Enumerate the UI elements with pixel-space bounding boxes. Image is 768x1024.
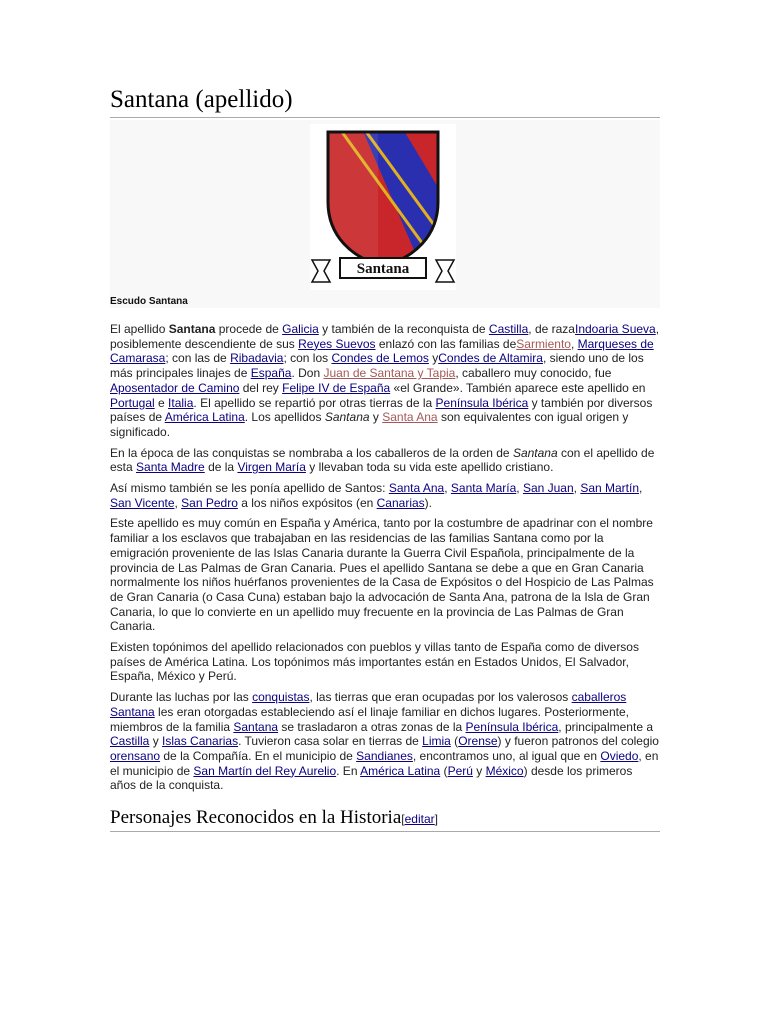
- link-indoaria-sueva[interactable]: Indoaria Sueva: [574, 322, 656, 336]
- link-santa-ana-2[interactable]: Santa Ana: [388, 481, 445, 496]
- page-title: Santana (apellido): [110, 86, 660, 118]
- link-limia[interactable]: Limia: [422, 734, 451, 749]
- link-aposentador-de-camino[interactable]: Aposentador de Camino: [110, 380, 240, 395]
- link-castilla[interactable]: Castilla: [488, 322, 529, 336]
- link-america-latina-2[interactable]: América Latina: [360, 763, 441, 778]
- link-peninsula-iberica-2[interactable]: Península Ibérica: [465, 719, 559, 734]
- link-san-pedro[interactable]: San Pedro: [181, 495, 238, 510]
- link-condes-de-lemos[interactable]: Condes de Lemos: [331, 351, 429, 366]
- link-portugal[interactable]: Portugal: [110, 395, 155, 410]
- link-reyes-suevos[interactable]: Reyes Suevos: [298, 336, 376, 351]
- edit-section: [editar]: [401, 812, 438, 827]
- coat-of-arms-image[interactable]: [310, 124, 456, 290]
- article: [110, 86, 660, 832]
- link-marqueses-de-camarasa[interactable]: Marqueses de Camarasa: [110, 336, 654, 366]
- link-santa-madre[interactable]: Santa Madre: [136, 460, 205, 475]
- link-peru[interactable]: Perú: [447, 763, 473, 778]
- paragraph-common-surname: Este apellido es muy común en España y América, tanto por la costumbre de apadrinar con el nombre familiar a los esclavos que trabajaban en las residencias de las familias Santana como por la emigración proveniente de las Islas Canaria durante la Guerra Civil Española, principalmente de la provincia de Las Palmas de Gran Canaria. Pues el apellido Santana se debe a que en Gran Canaria normalmente los niños huérfanos provenientes de la Casa de Expósitos o del Hospicio de Las Palmas de Gran Canaria (o Casa Cuna) estaban bajo la advocación de Santa Ana, patrona de la Isla de Gran Canaria, lo que lo convierte en un apellido muy frecuente en la provincia de Las Palmas de Gran Canaria.: [110, 516, 654, 634]
- link-peninsula-iberica[interactable]: Península Ibérica: [435, 395, 529, 410]
- link-juan-de-santana-y-tapia[interactable]: Juan de Santana y Tapia: [323, 366, 456, 381]
- coat-of-arms-figure: [110, 120, 660, 308]
- link-san-vicente[interactable]: San Vicente: [110, 495, 175, 510]
- link-ribadavia[interactable]: Ribadavia: [230, 351, 284, 366]
- link-santana-2[interactable]: Santana: [233, 719, 279, 734]
- paragraph-conquistas: En la época de las conquistas se nombraba a los caballeros de la orden de Santana con el apellido de esta Santa Madre de la Virgen María y llevaban toda su vida este apellido cristiano.: [110, 445, 655, 475]
- link-sandianes[interactable]: Sandianes: [356, 748, 413, 763]
- paragraph-origin: El apellido Santana procede de Galicia y también de la reconquista de Castilla, de razaIndoaria Sueva, posiblemente descendiente de sus Reyes Suevos enlazó con las familias deSarmiento, Marqueses de Camarasa; con las de Ribadavia; con los Condes de Lemos yCondes de Altamira, siendo uno de los más principales linajes de España. Don Juan de Santana y Tapia, caballero muy conocido, fue Aposentador de Camino del rey Felipe IV de España «el Grande». También aparece este apellido en Portugal e Italia. El apellido se repartió por otras tierras de la Península Ibérica y también por diversos países de América Latina. Los apellidos Santana y Santa Ana son equivalentes con igual origen y significado.: [110, 322, 660, 439]
- paragraph-toponimos: Existen topónimos del apellido relacionados con pueblos y villas tanto de España como de diversos países de América Latina. Los topónimos más importantes están en Estados Unidos, El Salvador, España, México y Perú.: [110, 640, 639, 684]
- link-italia[interactable]: Italia: [168, 395, 194, 410]
- link-san-martin-del-rey-aurelio[interactable]: San Martín del Rey Aurelio: [193, 763, 337, 778]
- banner-text: Santana: [356, 261, 410, 277]
- link-santana[interactable]: Santana: [110, 704, 155, 719]
- figure-caption: Escudo Santana: [110, 296, 188, 307]
- link-sarmiento[interactable]: Sarmiento: [516, 336, 571, 351]
- link-san-juan[interactable]: San Juan: [522, 481, 574, 496]
- link-castilla-2[interactable]: Castilla: [110, 734, 150, 749]
- link-america-latina[interactable]: América Latina: [164, 410, 245, 425]
- link-islas-canarias[interactable]: Islas Canarias: [162, 734, 239, 749]
- link-galicia[interactable]: Galicia: [282, 322, 319, 336]
- link-felipe-iv[interactable]: Felipe IV de España: [282, 380, 391, 395]
- link-canarias[interactable]: Canarias: [376, 495, 425, 510]
- link-conquistas[interactable]: conquistas: [252, 690, 310, 705]
- section-heading-personajes: Personajes Reconocidos en la Historia[editar]: [110, 807, 660, 832]
- link-virgen-maria[interactable]: Virgen María: [237, 460, 306, 475]
- link-san-martin[interactable]: San Martín: [580, 481, 640, 496]
- edit-section-link[interactable]: editar: [404, 812, 435, 827]
- paragraph-luchas: Durante las luchas por las conquistas, las tierras que eran ocupadas por los valerosos caballeros Santana les eran otorgadas estableciendo así el linaje familiar en dichos lugares. Posteriormente, miembros de la familia Santana se trasladaron a otras zonas de la Península Ibérica, principalmente a Castilla y Islas Canarias. Tuvieron casa solar en tierras de Limia (Orense) y fueron patronos del colegio orensano de la Compañía. En el municipio de Sandianes, encontramos uno, al igual que en Oviedo, en el municipio de San Martín del Rey Aurelio. En América Latina (Perú y México) desde los primeros años de la conquista.: [110, 690, 659, 793]
- link-condes-de-altamira[interactable]: Condes de Altamira: [438, 351, 543, 366]
- link-santa-ana[interactable]: Santa Ana: [382, 410, 438, 425]
- link-caballeros[interactable]: caballeros: [571, 690, 627, 705]
- link-santa-maria[interactable]: Santa María: [450, 481, 517, 496]
- link-espana[interactable]: España: [250, 366, 292, 381]
- link-orense[interactable]: Orense: [458, 734, 498, 749]
- paragraph-santos: Así mismo también se les ponía apellido de Santos: Santa Ana, Santa María, San Juan, San Martín, San Vicente, San Pedro a los niños expósitos (en Canarias).: [110, 481, 643, 510]
- link-mexico[interactable]: México: [485, 763, 524, 778]
- link-oviedo[interactable]: Oviedo: [600, 748, 639, 763]
- link-orensano[interactable]: orensano: [110, 748, 161, 763]
